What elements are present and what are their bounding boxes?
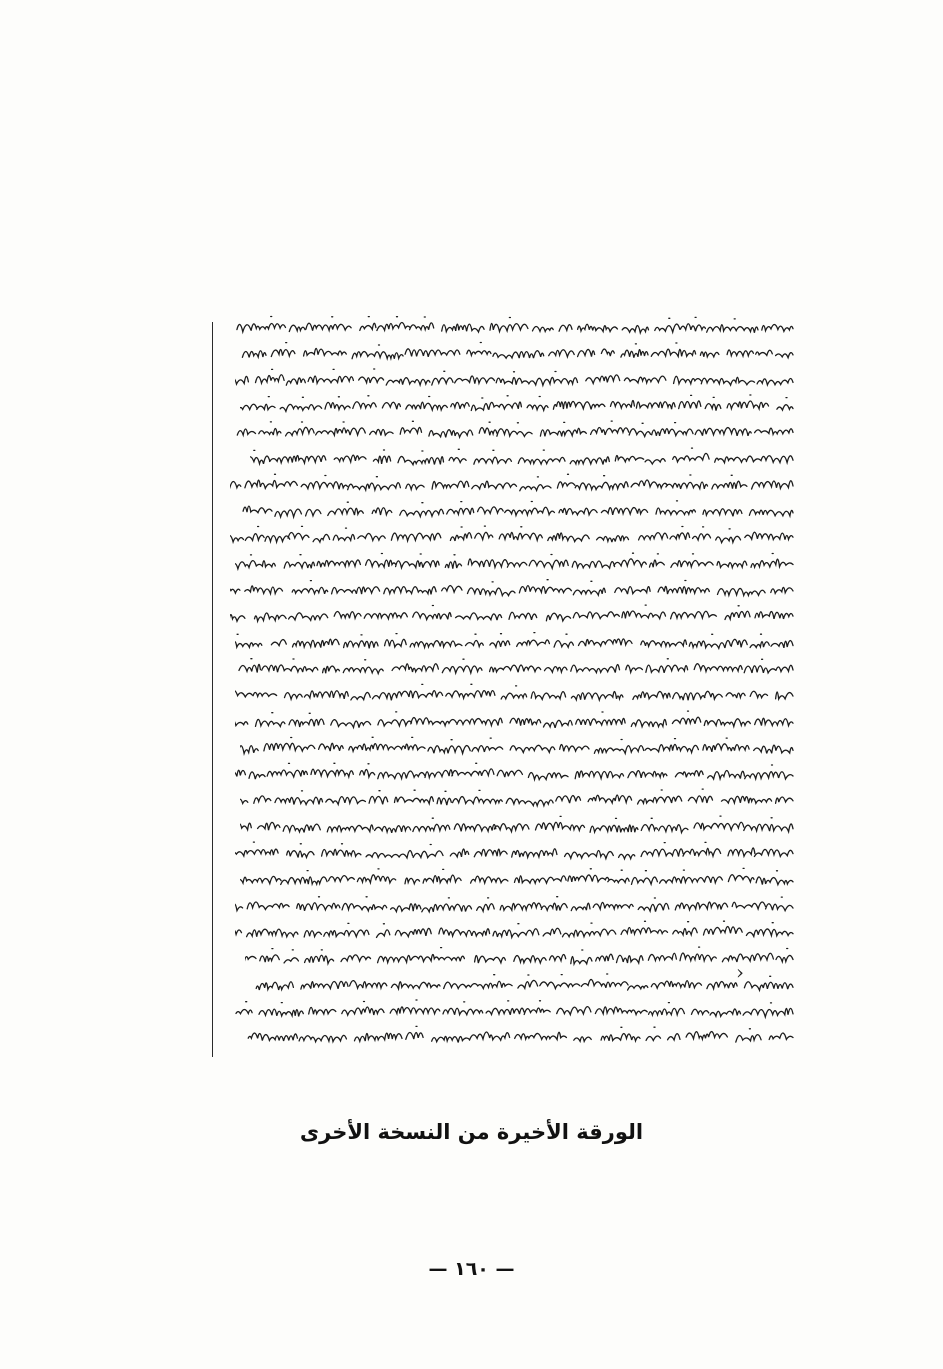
manuscript-ink-stroke bbox=[240, 789, 793, 806]
manuscript-line bbox=[235, 365, 795, 391]
manuscript-line bbox=[230, 601, 795, 627]
page-number: — ١٦٠ — bbox=[428, 1258, 515, 1280]
manuscript-ink-stroke bbox=[230, 580, 793, 596]
manuscript-ink-stroke bbox=[240, 869, 793, 885]
manuscript-ink-stroke bbox=[230, 474, 793, 491]
manuscript-ink-stroke bbox=[235, 763, 793, 779]
manuscript-line bbox=[240, 1022, 795, 1048]
manuscript-ink-stroke bbox=[235, 684, 793, 700]
manuscript-ink-stroke bbox=[250, 448, 793, 465]
manuscript-line bbox=[230, 522, 795, 548]
manuscript-ink-stroke bbox=[230, 526, 793, 543]
manuscript-ink-stroke bbox=[248, 1026, 793, 1042]
manuscript-ink-stroke bbox=[242, 343, 793, 359]
manuscript-margin-rule bbox=[212, 322, 213, 1057]
manuscript-ink-stroke bbox=[239, 659, 793, 674]
manuscript-line bbox=[235, 996, 795, 1022]
manuscript-margin-mark: › bbox=[736, 960, 744, 984]
manuscript-ink-stroke bbox=[240, 816, 793, 833]
manuscript-line bbox=[235, 838, 795, 864]
manuscript-line bbox=[240, 785, 795, 811]
manuscript-line bbox=[250, 970, 795, 996]
manuscript-line bbox=[235, 628, 795, 654]
manuscript-line bbox=[250, 444, 795, 470]
manuscript-ink-stroke bbox=[236, 1000, 793, 1017]
manuscript-line bbox=[235, 654, 795, 680]
manuscript-ink-stroke bbox=[240, 395, 793, 411]
figure-caption: الورقة الأخيرة من النسخة الأخرى bbox=[299, 1120, 644, 1144]
manuscript-ink-stroke bbox=[256, 974, 793, 990]
manuscript-ink-stroke bbox=[237, 421, 793, 437]
manuscript-ink-stroke bbox=[235, 842, 793, 859]
manuscript-line bbox=[235, 496, 795, 522]
manuscript-line bbox=[240, 733, 795, 759]
manuscript-line bbox=[240, 864, 795, 890]
manuscript-ink-stroke bbox=[243, 501, 793, 517]
manuscript-line bbox=[230, 312, 795, 338]
manuscript-ink-stroke bbox=[235, 896, 793, 911]
manuscript-ink-stroke bbox=[235, 369, 793, 385]
manuscript-line bbox=[240, 812, 795, 838]
manuscript-ink-stroke bbox=[235, 632, 793, 648]
manuscript-ink-stroke bbox=[245, 947, 793, 964]
manuscript-line bbox=[235, 549, 795, 575]
manuscript-line bbox=[235, 891, 795, 917]
manuscript-line bbox=[245, 943, 795, 969]
manuscript-ink-stroke bbox=[230, 605, 793, 621]
manuscript-line bbox=[235, 680, 795, 706]
manuscript-ink-stroke bbox=[235, 711, 793, 728]
manuscript-ink-stroke bbox=[237, 317, 793, 333]
manuscript-line bbox=[230, 470, 795, 496]
manuscript-handwriting bbox=[225, 312, 795, 1052]
manuscript-ink-stroke bbox=[240, 737, 793, 753]
manuscript-ink-stroke bbox=[235, 553, 793, 569]
manuscript-line bbox=[235, 338, 795, 364]
manuscript-line bbox=[230, 575, 795, 601]
manuscript-line bbox=[235, 917, 795, 943]
manuscript-line bbox=[235, 417, 795, 443]
manuscript-line bbox=[235, 707, 795, 733]
manuscript-line bbox=[235, 759, 795, 785]
manuscript-line bbox=[240, 391, 795, 417]
manuscript-ink-stroke bbox=[235, 921, 793, 937]
